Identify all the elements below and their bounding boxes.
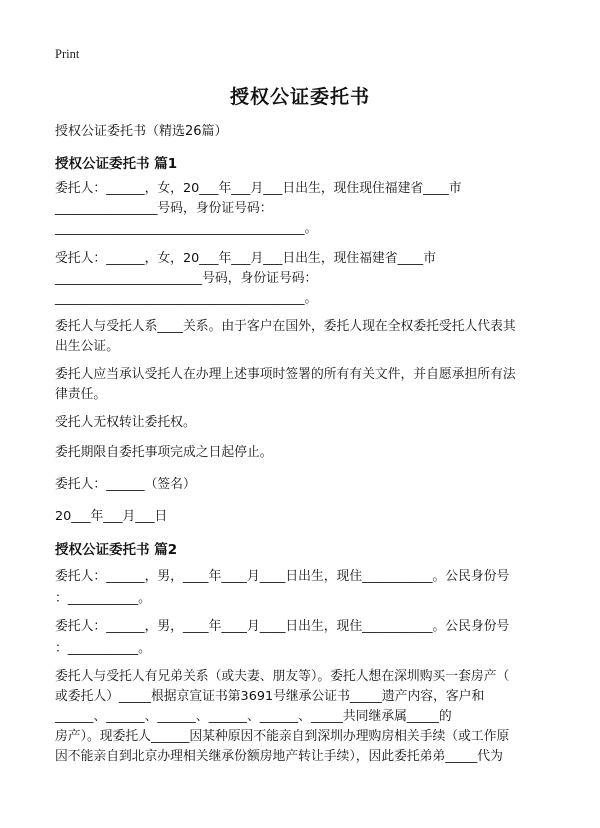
section-2-line: ：___________。	[55, 591, 151, 606]
section-2-line: 委托人与受托人有兄弟关系（或夫妻、朋友等）。委托人想在深圳购买一套房产（	[55, 669, 510, 684]
section-1-line: _______________________________________。	[55, 291, 318, 306]
section-1-line: 委托人：______（签名）	[55, 477, 196, 492]
section-2-line: 委托人：______，男，____年____月____日出生，现住___________。公民身份号	[55, 619, 510, 634]
print-link[interactable]: Print	[55, 47, 80, 61]
section-1-line: _______________________________________。	[55, 221, 318, 236]
document-subtitle: 授权公证委托书（精选26篇）	[55, 124, 228, 139]
section-1-line: 出生公证。	[55, 339, 119, 354]
section-2-line: ：___________。	[55, 641, 151, 656]
section-1-line: 律责任。	[55, 387, 107, 402]
section-1-line: 20___年___月___日	[55, 509, 168, 524]
section-1-line: 委托人：______，女，20___年___月___日出生，现住现住福建省____市	[55, 181, 462, 196]
section-1-line: 受托人：______，女，20___年___月___日出生，现住福建省____市	[55, 251, 436, 266]
document-title: 授权公证委托书	[229, 86, 370, 108]
section-1-line: _______________________号码，身份证号码：	[55, 271, 318, 286]
section-2-line: ______、______、______、______、______、_____共同继承属_____的	[55, 709, 452, 724]
section-2-line: 房产）。现委托人______因某种原因不能亲自到深圳办理购房相关手续（或工作原	[55, 729, 510, 744]
section-2-heading: 授权公证委托书 篇2	[55, 542, 178, 558]
section-2-line: 或委托人）_____根据京宣证书第3691号继承公证书_____遗产内容，客户和	[55, 689, 485, 704]
section-1-line: 委托人与受托人系____关系。由于客户在国外，委托人现在全权委托受托人代表其	[55, 319, 516, 334]
section-1-line: 受托人无权转让委托权。	[55, 415, 196, 430]
section-1-line: 委托期限自委托事项完成之日起停止。	[55, 445, 273, 460]
section-1-line: 委托人应当承认受托人在办理上述事项时签署的所有有关文件，并自愿承担所有法	[55, 367, 516, 382]
section-1-heading: 授权公证委托书 篇1	[55, 156, 178, 172]
section-2-line: 因不能亲自到北京办理相关继承份额房地产转让手续），因此委托弟弟_____代为	[55, 749, 503, 764]
section-2-line: 委托人：______，男，____年____月____日出生，现住___________。公民身份号	[55, 569, 510, 584]
section-1-line: ________________号码，身份证号码：	[55, 201, 273, 216]
